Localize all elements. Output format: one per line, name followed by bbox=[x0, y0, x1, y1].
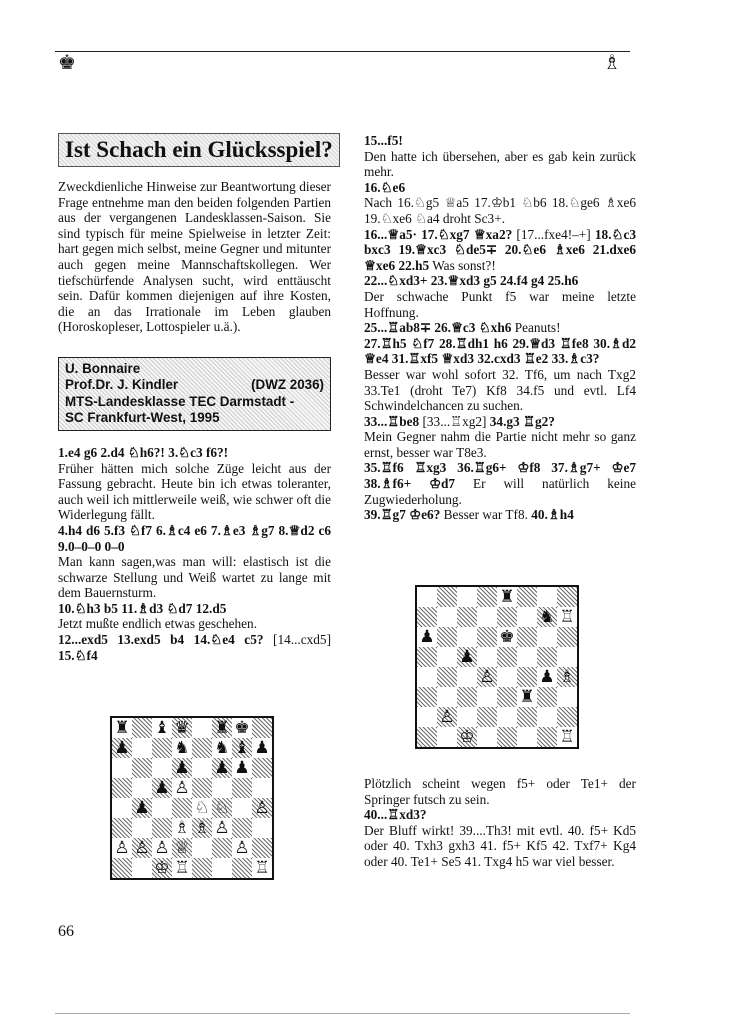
chess-piece-icon: ♛ bbox=[174, 717, 190, 738]
board-square bbox=[517, 587, 537, 607]
board-square bbox=[557, 587, 577, 607]
chess-piece-icon: ♙ bbox=[214, 817, 230, 838]
board-square bbox=[517, 647, 537, 667]
player-rating: (DWZ 2036) bbox=[251, 377, 324, 393]
white-bishop-icon: ♗ bbox=[603, 52, 621, 74]
moves: 4.h4 d6 5.f3 ♘f7 6.♗c4 e6 7.♗e3 ♗g7 8.♕d2 c6 9.0–0–0 0–0 bbox=[58, 522, 331, 554]
moves: 18.♘c3 bxc3 19.♕xc3 ♘de5∓ 20.♘e6 ♗xe6 21.dxe6 ♕xe6 22.h5 bbox=[364, 226, 636, 273]
comment: Peanuts! bbox=[511, 320, 561, 336]
comment: Früher hätten mich solche Züge leicht aus der Fassung gebracht. Heute bin ich etwas toleranter, auch weil ich mittlerweile weiß, wie schwer oft die Widerlegung fällt. bbox=[58, 460, 331, 523]
game-header-box bbox=[58, 357, 331, 431]
board-square bbox=[132, 758, 152, 778]
moves: 15.♘f4 bbox=[58, 647, 98, 663]
board-square bbox=[437, 627, 457, 647]
club-year-row bbox=[65, 410, 324, 427]
board-square bbox=[112, 858, 132, 878]
club-year: SC Frankfurt-West, 1995 bbox=[65, 410, 220, 426]
comment: Der schwache Punkt f5 war meine letzte Hoffnung. bbox=[364, 288, 636, 320]
comment: Den hatte ich übersehen, aber es gab kein zurück mehr. bbox=[364, 148, 636, 180]
board-square bbox=[497, 707, 517, 727]
board-square bbox=[437, 667, 457, 687]
chess-piece-icon: ♙ bbox=[254, 797, 270, 818]
board-square bbox=[112, 758, 132, 778]
chess-piece-icon: ♟ bbox=[214, 757, 230, 778]
board-square bbox=[417, 627, 437, 647]
board-square bbox=[517, 727, 537, 747]
league: MTS-Landesklasse TEC Darmstadt - bbox=[65, 393, 295, 409]
board-square bbox=[212, 858, 232, 878]
text-para bbox=[364, 180, 636, 196]
comment: Plötzlich scheint wegen f5+ oder Te1+ der Springer futsch zu sein. bbox=[364, 776, 636, 807]
board-square bbox=[252, 758, 272, 778]
board-square bbox=[477, 627, 497, 647]
board-square bbox=[212, 818, 232, 838]
moves: 1.e4 g6 2.d4 ♘h6?! 3.♘c3 f6?! bbox=[58, 444, 229, 460]
board-square bbox=[232, 858, 252, 878]
text-para bbox=[364, 289, 636, 320]
chess-piece-icon: ♙ bbox=[174, 777, 190, 798]
moves: 33...♖be8 bbox=[364, 413, 420, 429]
white-player-row bbox=[65, 361, 324, 378]
article-title: Ist Schach ein Glücksspiel? bbox=[58, 133, 340, 167]
board-square bbox=[417, 667, 437, 687]
chess-piece-icon: ♟ bbox=[254, 737, 270, 758]
board-square bbox=[557, 607, 577, 627]
board-square bbox=[252, 858, 272, 878]
chess-piece-icon: ♞ bbox=[539, 606, 555, 627]
board-square bbox=[232, 778, 252, 798]
chess-piece-icon: ♘ bbox=[194, 797, 210, 818]
moves: 25...♖ab8∓ 26.♕c3 ♘xh6 bbox=[364, 320, 512, 336]
chess-piece-icon: ♙ bbox=[154, 837, 170, 858]
board-square bbox=[132, 838, 152, 858]
black-player: Prof.Dr. J. Kindler bbox=[65, 377, 179, 393]
board-square bbox=[417, 727, 437, 747]
board-square bbox=[252, 738, 272, 758]
moves: 15...f5! bbox=[364, 133, 403, 148]
text-para bbox=[364, 807, 636, 823]
text-para bbox=[364, 195, 636, 226]
text-para bbox=[364, 273, 636, 289]
moves: 40.♗h4 bbox=[531, 507, 574, 523]
board-square bbox=[212, 798, 232, 818]
right-game-text bbox=[364, 133, 636, 523]
chess-piece-icon: ♝ bbox=[234, 737, 250, 758]
board-square bbox=[437, 727, 457, 747]
text-para bbox=[364, 414, 636, 430]
chess-piece-icon: ♗ bbox=[559, 666, 575, 687]
board-square bbox=[112, 818, 132, 838]
board-square bbox=[112, 738, 132, 758]
board-square bbox=[537, 727, 557, 747]
text-para bbox=[364, 133, 636, 149]
chess-piece-icon: ♜ bbox=[499, 586, 515, 607]
chess-piece-icon: ♙ bbox=[479, 666, 495, 687]
chess-piece-icon: ♙ bbox=[439, 706, 455, 727]
board-square bbox=[537, 587, 557, 607]
board-square bbox=[497, 627, 517, 647]
board-square bbox=[192, 858, 212, 878]
board-square bbox=[252, 798, 272, 818]
board-square bbox=[557, 727, 577, 747]
text-para bbox=[58, 632, 331, 663]
chess-piece-icon: ♕ bbox=[174, 837, 190, 858]
chess-piece-icon: ♔ bbox=[459, 726, 475, 747]
chess-piece-icon: ♟ bbox=[419, 626, 435, 647]
chess-piece-icon: ♟ bbox=[234, 757, 250, 778]
board-square bbox=[192, 778, 212, 798]
text-para bbox=[58, 554, 331, 601]
board-square bbox=[232, 738, 252, 758]
board-square bbox=[437, 687, 457, 707]
black-player-row bbox=[65, 377, 324, 394]
board-square bbox=[417, 687, 437, 707]
moves: 16...♕a5· 17.♘xg7 ♕xa2? bbox=[364, 226, 513, 242]
board-square bbox=[537, 647, 557, 667]
board-square bbox=[557, 667, 577, 687]
league-row bbox=[65, 394, 324, 411]
board-square bbox=[112, 778, 132, 798]
comment: Besser war wohl sofort 32. Tf6, um nach Txg2 33.Te1 (droht Te7) Kf8 34.f5 und evtl. Lf4 Schwindelchancen zu suchen. bbox=[364, 366, 636, 414]
board-square bbox=[457, 587, 477, 607]
board-square bbox=[252, 778, 272, 798]
text-para bbox=[364, 776, 636, 807]
board-square bbox=[152, 858, 172, 878]
board-square bbox=[212, 778, 232, 798]
board-square bbox=[152, 738, 172, 758]
board-square bbox=[457, 627, 477, 647]
board-square bbox=[152, 818, 172, 838]
moves: 22...♘xd3+ 23.♕xd3 g5 24.f4 g4 25.h6 bbox=[364, 273, 579, 289]
moves: 34.g3 ♖g2? bbox=[489, 413, 555, 429]
board-square bbox=[457, 687, 477, 707]
board-square bbox=[497, 727, 517, 747]
chess-diagram-1 bbox=[110, 716, 274, 880]
text-para bbox=[58, 445, 331, 461]
chess-piece-icon: ♟ bbox=[134, 797, 150, 818]
comment: Man kann sagen,was man will: elastisch ist die schwarze Stellung und Weiß wartet zu lange mit dem Bauernsturm. bbox=[58, 554, 331, 601]
board-square bbox=[537, 667, 557, 687]
text-para bbox=[58, 616, 331, 632]
right-column bbox=[364, 133, 636, 523]
board-square bbox=[537, 687, 557, 707]
board-square bbox=[192, 818, 212, 838]
board-square bbox=[132, 778, 152, 798]
board-square bbox=[517, 607, 537, 627]
board-square bbox=[132, 718, 152, 738]
board-square bbox=[172, 718, 192, 738]
board-square bbox=[557, 687, 577, 707]
board-square bbox=[417, 607, 437, 627]
moves: 27.♖h5 ♘f7 28.♖dh1 h6 29.♕d3 ♖fe8 30.♗d2 ♕e4 31.♖xf5 ♕xd3 32.cxd3 ♖e2 33.♗c3? bbox=[364, 335, 636, 367]
board-square bbox=[252, 838, 272, 858]
board-square bbox=[172, 738, 192, 758]
board-square bbox=[557, 627, 577, 647]
comment: [14...cxd5] bbox=[263, 632, 331, 648]
board-square bbox=[132, 858, 152, 878]
board-square bbox=[212, 758, 232, 778]
board-square bbox=[252, 818, 272, 838]
chess-piece-icon: ♖ bbox=[559, 606, 575, 627]
chess-piece-icon: ♝ bbox=[154, 717, 170, 738]
board-square bbox=[457, 667, 477, 687]
comment: Mein Gegner nahm die Partie nicht mehr so ganz ernst, besser war T8e3. bbox=[364, 429, 636, 460]
text-para bbox=[364, 460, 636, 507]
board-square bbox=[232, 798, 252, 818]
black-king-icon: ♚ bbox=[58, 52, 76, 74]
text-para bbox=[58, 461, 331, 523]
board-square bbox=[212, 838, 232, 858]
board-square bbox=[477, 727, 497, 747]
chess-piece-icon: ♖ bbox=[174, 857, 190, 878]
board-square bbox=[477, 667, 497, 687]
board-square bbox=[437, 707, 457, 727]
board-square bbox=[132, 818, 152, 838]
board-square bbox=[497, 687, 517, 707]
chess-piece-icon: ♚ bbox=[499, 626, 515, 647]
comment: Was sonst?! bbox=[429, 257, 496, 273]
comment: Jetzt mußte endlich etwas geschehen. bbox=[58, 616, 258, 632]
board-square bbox=[152, 758, 172, 778]
board-square bbox=[172, 858, 192, 878]
board-square bbox=[172, 818, 192, 838]
board-square bbox=[417, 647, 437, 667]
board-square bbox=[152, 778, 172, 798]
board-square bbox=[232, 818, 252, 838]
comment: Besser war Tf8. bbox=[440, 507, 532, 523]
text-para bbox=[364, 367, 636, 414]
board-square bbox=[457, 647, 477, 667]
text-para bbox=[364, 336, 636, 367]
chess-piece-icon: ♟ bbox=[114, 737, 130, 758]
chess-piece-icon: ♟ bbox=[539, 666, 555, 687]
board-square bbox=[172, 798, 192, 818]
chess-piece-icon: ♔ bbox=[154, 857, 170, 878]
board-square bbox=[132, 798, 152, 818]
chess-piece-icon: ♚ bbox=[234, 717, 250, 738]
intro-paragraph: Zweckdienliche Hinweise zur Beantwortung dieser Frage entnehme man den beiden folgenden Partien aus der vergangenen Landesklassen-Saison. Sie sind typisch für meine Spielweise in letzter Zeit: hart gegen mich selbst, meine Gegner und mitunter auch gegen meine Mannschaftskollegen. Wer tiefschürfende Analysen sucht, wird enttäuscht sein. Dafür kommen diejenigen auf ihre Kosten, die an das Irrationale im Leben glauben (Horoskopleser, Lottospieler u.ä.). bbox=[58, 179, 331, 335]
text-para bbox=[364, 320, 636, 336]
white-player: U. Bonnaire bbox=[65, 360, 141, 376]
moves: 16.♘e6 bbox=[364, 179, 406, 195]
board-square bbox=[457, 707, 477, 727]
chess-board bbox=[110, 716, 274, 880]
comment: Nach 16.♘g5 ♕a5 17.♔b1 ♘b6 18.♘ge6 ♗xe6 19.♘xe6 ♘a4 droht Sc3+. bbox=[364, 195, 636, 226]
chess-piece-icon: ♟ bbox=[154, 777, 170, 798]
moves: 40...♖xd3? bbox=[364, 807, 427, 823]
page-number: 66 bbox=[58, 923, 74, 940]
board-square bbox=[477, 587, 497, 607]
right-column-lower bbox=[364, 776, 636, 870]
board-square bbox=[212, 718, 232, 738]
board-square bbox=[232, 758, 252, 778]
chess-piece-icon: ♞ bbox=[174, 737, 190, 758]
board-square bbox=[152, 798, 172, 818]
chess-piece-icon: ♖ bbox=[559, 726, 575, 747]
moves: 39.♖g7 ♔e6? bbox=[364, 507, 441, 523]
comment: Er will natürlich keine Zugwiederholung. bbox=[364, 476, 637, 507]
left-column bbox=[58, 133, 331, 663]
board-square bbox=[497, 607, 517, 627]
text-para bbox=[364, 823, 636, 870]
board-square bbox=[457, 727, 477, 747]
board-square bbox=[172, 838, 192, 858]
board-square bbox=[192, 838, 212, 858]
board-square bbox=[517, 707, 537, 727]
board-square bbox=[557, 707, 577, 727]
chess-piece-icon: ♙ bbox=[134, 837, 150, 858]
board-square bbox=[192, 718, 212, 738]
board-square bbox=[477, 647, 497, 667]
comment: Der Bluff wirkt! 39....Th3! mit evtl. 40. f5+ Kd5 oder 40. Txh3 gxh3 41. f5+ Kf5 42. Txf7+ Kg4 oder 40. Te1+ Se5 41. Txg4 h5 war viel besser. bbox=[364, 822, 636, 869]
header-rule bbox=[55, 51, 630, 52]
chess-piece-icon: ♜ bbox=[214, 717, 230, 738]
chess-piece-icon: ♜ bbox=[519, 686, 535, 707]
text-para bbox=[364, 227, 636, 274]
chess-piece-icon: ♞ bbox=[214, 737, 230, 758]
board-square bbox=[477, 707, 497, 727]
text-para bbox=[58, 523, 331, 554]
board-square bbox=[212, 738, 232, 758]
board-square bbox=[112, 838, 132, 858]
comment: [33...♖xg2] bbox=[419, 413, 490, 429]
board-square bbox=[417, 587, 437, 607]
chess-piece-icon: ♙ bbox=[114, 837, 130, 858]
board-square bbox=[172, 758, 192, 778]
board-square bbox=[437, 647, 457, 667]
text-para bbox=[364, 149, 636, 180]
board-square bbox=[192, 758, 212, 778]
board-square bbox=[192, 738, 212, 758]
text-para bbox=[364, 429, 636, 460]
board-square bbox=[192, 798, 212, 818]
chess-diagram-2 bbox=[415, 585, 579, 749]
text-para bbox=[364, 507, 636, 523]
comment: [17...fxe4!–+] bbox=[512, 226, 595, 242]
moves: 10.♘h3 b5 11.♗d3 ♘d7 12.d5 bbox=[58, 600, 227, 616]
board-square bbox=[477, 687, 497, 707]
board-square bbox=[152, 838, 172, 858]
chess-piece-icon: ♗ bbox=[174, 817, 190, 838]
board-square bbox=[497, 587, 517, 607]
chess-piece-icon: ♖ bbox=[254, 857, 270, 878]
board-square bbox=[557, 647, 577, 667]
board-square bbox=[232, 718, 252, 738]
chess-piece-icon: ♗ bbox=[194, 817, 210, 838]
moves: 12...exd5 13.exd5 b4 14.♘e4 c5? bbox=[58, 632, 264, 648]
board-square bbox=[497, 647, 517, 667]
board-square bbox=[497, 667, 517, 687]
board-square bbox=[172, 778, 192, 798]
board-square bbox=[537, 607, 557, 627]
board-square bbox=[132, 738, 152, 758]
board-square bbox=[477, 607, 497, 627]
board-square bbox=[517, 687, 537, 707]
board-square bbox=[517, 627, 537, 647]
text-para bbox=[58, 601, 331, 617]
left-game-text bbox=[58, 445, 331, 663]
chess-piece-icon: ♘ bbox=[214, 797, 230, 818]
footer-rule bbox=[55, 1013, 630, 1014]
board-square bbox=[437, 587, 457, 607]
chess-piece-icon: ♟ bbox=[174, 757, 190, 778]
board-square bbox=[232, 838, 252, 858]
board-square bbox=[537, 627, 557, 647]
board-square bbox=[112, 718, 132, 738]
chess-piece-icon: ♙ bbox=[234, 837, 250, 858]
board-square bbox=[152, 718, 172, 738]
board-square bbox=[537, 707, 557, 727]
moves: 35.♖f6 ♖xg3 36.♖g6+ ♔f8 37.♗g7+ ♔e7 38.♗f6+ ♔d7 bbox=[364, 460, 636, 492]
chess-piece-icon: ♜ bbox=[114, 717, 130, 738]
board-square bbox=[457, 607, 477, 627]
chess-board bbox=[415, 585, 579, 749]
board-square bbox=[417, 707, 437, 727]
board-square bbox=[112, 798, 132, 818]
board-square bbox=[252, 718, 272, 738]
chess-piece-icon: ♟ bbox=[459, 646, 475, 667]
board-square bbox=[517, 667, 537, 687]
board-square bbox=[437, 607, 457, 627]
